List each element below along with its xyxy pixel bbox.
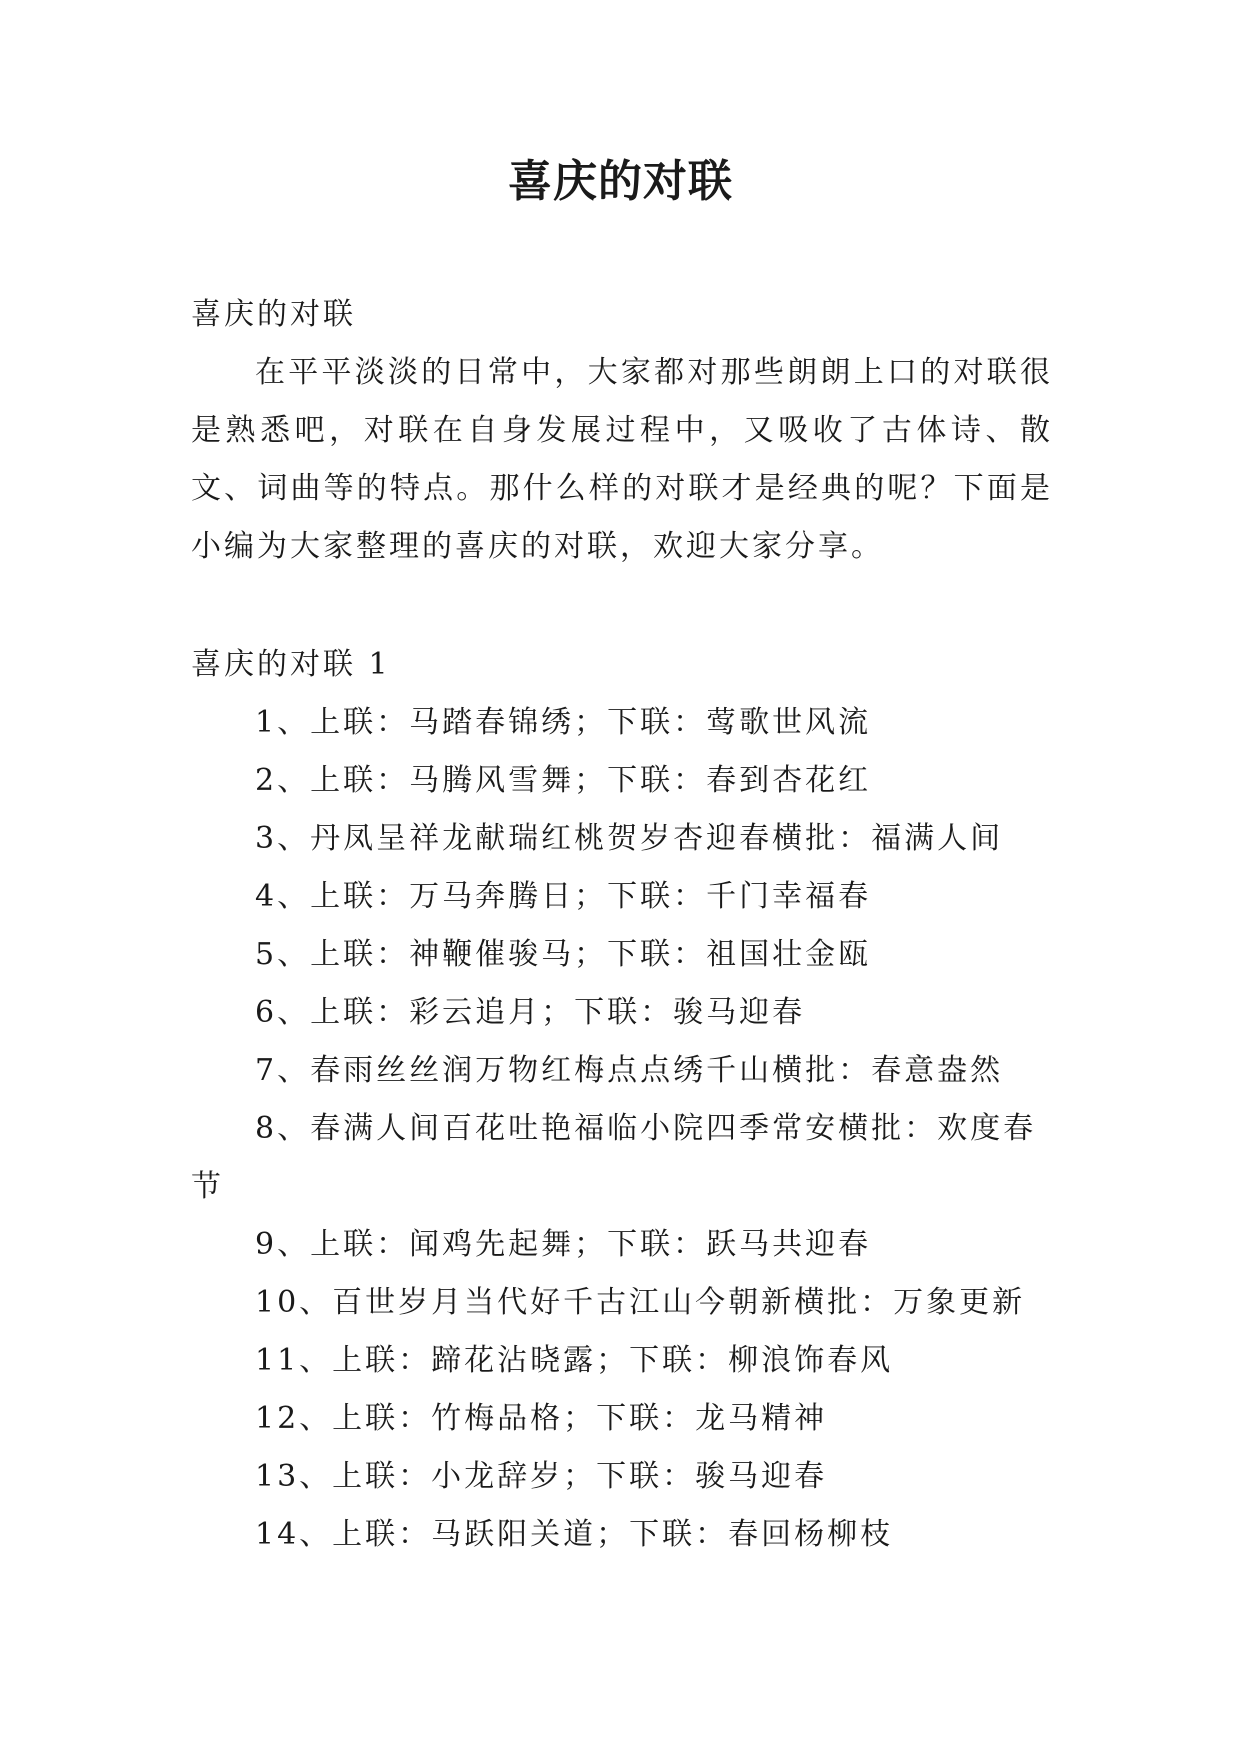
couplet-item: 13、上联：小龙辞岁；下联：骏马迎春 <box>255 1459 828 1494</box>
couplet-item: 14、上联：马跃阳关道；下联：春回杨柳枝 <box>255 1517 894 1552</box>
couplet-item: 11、上联：蹄花沾晓露；下联：柳浪饰春风 <box>255 1343 894 1378</box>
section-heading: 喜庆的对联 1 <box>191 647 391 682</box>
document-subtitle: 喜庆的对联 <box>191 297 356 332</box>
couplet-list <box>191 694 1053 1564</box>
couplet-item: 2、上联：马腾风雪舞；下联：春到杏花红 <box>255 763 872 798</box>
intro-paragraph: 在平平淡淡的日常中，大家都对那些朗朗上口的对联很是熟悉吧，对联在自身发展过程中，又吸收了古体诗、散文、词曲等的特点。那什么样的对联才是经典的呢？下面是小编为大家整理的喜庆的对联，欢迎大家分享。 <box>191 355 1053 564</box>
couplet-item: 8、春满人间百花吐艳福临小院四季常安横批：欢度春节 <box>191 1111 1037 1204</box>
couplet-item: 3、丹凤呈祥龙献瑞红桃贺岁杏迎春横批：福满人间 <box>255 821 1004 856</box>
couplet-item: 6、上联：彩云追月；下联：骏马迎春 <box>255 995 806 1030</box>
couplet-item: 5、上联：神鞭催骏马；下联：祖国壮金瓯 <box>255 937 872 972</box>
couplet-item: 10、百世岁月当代好千古江山今朝新横批：万象更新 <box>255 1285 1026 1320</box>
couplet-item: 12、上联：竹梅品格；下联：龙马精神 <box>255 1401 828 1436</box>
couplet-item: 9、上联：闻鸡先起舞；下联：跃马共迎春 <box>255 1227 872 1262</box>
couplet-item: 7、春雨丝丝润万物红梅点点绣千山横批：春意盎然 <box>255 1053 1004 1088</box>
couplet-item: 1、上联：马踏春锦绣；下联：莺歌世风流 <box>255 705 872 740</box>
document-title: 喜庆的对联 <box>508 156 733 207</box>
couplet-item: 4、上联：万马奔腾日；下联：千门幸福春 <box>255 879 872 914</box>
